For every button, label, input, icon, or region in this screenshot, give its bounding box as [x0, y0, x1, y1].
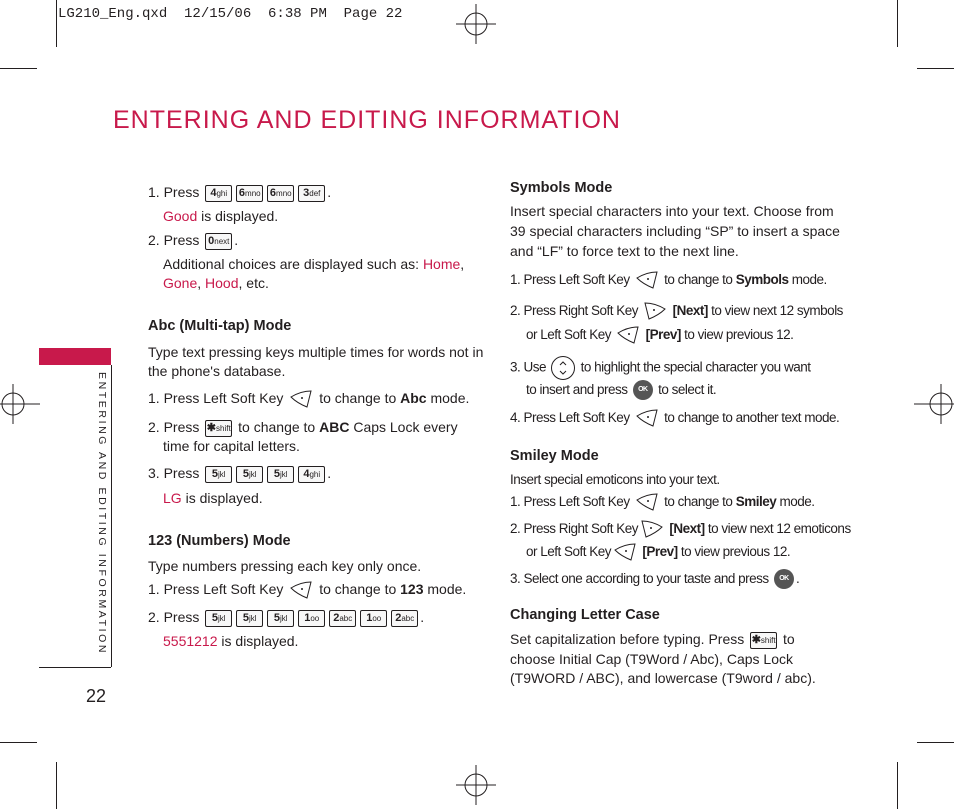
step-text: to highlight the special character you want [580, 359, 811, 375]
example-word: 5551212 [163, 633, 218, 649]
step-text: to change to another text mode. [664, 410, 840, 425]
star-key-icon: ✱shift [750, 632, 777, 649]
crop-mark [0, 742, 37, 743]
crop-mark [56, 762, 57, 809]
step-line [148, 389, 469, 409]
left-soft-key-icon [635, 270, 659, 290]
key-1-icon: 1oo [298, 610, 325, 627]
step-line [526, 325, 793, 345]
registration-mark-icon [914, 384, 954, 424]
step-text: Set capitalization before typing. Press [510, 631, 745, 647]
step-text: to view next 12 symbols [711, 303, 843, 318]
step-text: 1. Press Left Soft Key [510, 272, 630, 287]
star-key-icon: ✱shift [205, 420, 232, 437]
section-heading: 123 (Numbers) Mode [148, 533, 291, 549]
key-3-icon: 3def [298, 185, 325, 202]
ok-key-icon: OK [774, 569, 794, 589]
step-text: is displayed. [201, 208, 279, 224]
step-line [148, 580, 466, 600]
mode-name: ABC [319, 419, 350, 435]
mode-name: Abc [400, 390, 427, 406]
punct: . [234, 232, 239, 248]
paragraph-line: Insert special emoticons into your text. [510, 472, 720, 487]
key-2-icon: 2abc [391, 610, 418, 627]
step-text: or Left Soft Key [526, 327, 612, 342]
step-text: to view previous 12. [684, 327, 794, 342]
step-line [510, 270, 827, 290]
step-text: Additional choices are displayed such as: [163, 256, 420, 272]
step-text: or Left Soft Key [526, 544, 612, 559]
left-soft-key-icon [635, 408, 659, 428]
example-word: Hood [205, 275, 239, 291]
step-line [163, 255, 464, 274]
crop-mark [0, 68, 37, 69]
mode-name: 123 [400, 581, 424, 597]
section-heading: Changing Letter Case [510, 607, 660, 623]
crop-mark [56, 0, 57, 47]
sidebar-divider [111, 365, 112, 667]
step-text: 3. Use [510, 359, 547, 375]
step-text: to change to [664, 494, 733, 509]
step-text: , etc. [238, 275, 269, 291]
step-text: 3. Select one according to your taste and press [510, 571, 769, 586]
step-line [148, 418, 458, 437]
paragraph-line: the phone's database. [148, 363, 286, 379]
step-line [148, 464, 331, 483]
step-line [510, 356, 810, 380]
punct: . [420, 609, 425, 625]
ok-key-icon: OK [633, 380, 653, 400]
key-5-icon: 5jkl [236, 466, 263, 483]
step-text: to change to [664, 272, 733, 287]
punct: , [460, 256, 465, 272]
step-text: to [783, 631, 795, 647]
navigation-key-icon [551, 356, 575, 380]
crop-mark [917, 68, 954, 69]
sidebar-section-label: ENTERING AND EDITING INFORMATION [96, 372, 108, 656]
key-5-icon: 5jkl [205, 466, 232, 483]
key-5-icon: 5jkl [267, 610, 294, 627]
step-text: 2. Press [148, 419, 200, 435]
left-soft-key-icon [289, 580, 313, 600]
step-text: to change to [319, 390, 397, 406]
step-line [526, 380, 716, 400]
registration-mark-icon [0, 384, 40, 424]
key-4-icon: 4ghi [205, 185, 232, 202]
softkey-label: [Next] [672, 303, 708, 318]
paragraph-line: and “LF” to force text to the next line. [510, 243, 739, 259]
step-line [163, 489, 263, 508]
punct: . [795, 571, 800, 586]
key-5-icon: 5jkl [267, 466, 294, 483]
step-text: to change to [319, 581, 397, 597]
right-soft-key-icon [640, 519, 664, 539]
section-heading: Symbols Mode [510, 180, 613, 196]
crop-mark [897, 762, 898, 809]
softkey-label: [Prev] [642, 544, 678, 559]
step-line [163, 274, 269, 293]
step-text: 2. Press Right Soft Key [510, 521, 639, 536]
step-text: 1. Press Left Soft Key [148, 390, 284, 406]
key-4-icon: 4ghi [298, 466, 325, 483]
paragraph-line: (T9WORD / ABC), and lowercase (T9word / abc). [510, 670, 816, 686]
key-5-icon: 5jkl [205, 610, 232, 627]
step-text: mode. [430, 390, 470, 406]
crop-mark [897, 0, 898, 47]
print-slug: LG210_Eng.qxd 12/15/06 6:38 PM Page 22 [58, 6, 403, 22]
step-text: to view previous 12. [680, 544, 791, 559]
step-line [148, 608, 424, 627]
left-soft-key-icon [613, 542, 637, 562]
step-text: 2. Press [148, 609, 200, 625]
step-text: to view next 12 emoticons [707, 521, 851, 536]
crop-mark [917, 742, 954, 743]
right-soft-key-icon [643, 301, 667, 321]
example-word: LG [163, 490, 182, 506]
mode-name: Symbols [735, 272, 789, 287]
paragraph-line: 39 special characters including “SP” to insert a space [510, 223, 840, 239]
step-line [510, 408, 839, 428]
step-text: mode. [791, 272, 827, 287]
step-text: 4. Press Left Soft Key [510, 410, 630, 425]
mode-name: Smiley [735, 494, 777, 509]
section-heading: Smiley Mode [510, 448, 599, 464]
left-soft-key-icon [616, 325, 640, 345]
page-title: ENTERING AND EDITING INFORMATION [113, 106, 621, 134]
step-text: to select it. [658, 382, 717, 397]
paragraph-line [510, 630, 795, 649]
step-text: 1. Press Left Soft Key [148, 581, 284, 597]
step-text: to change to [238, 419, 316, 435]
paragraph-line: choose Initial Cap (T9Word / Abc), Caps Lock [510, 651, 793, 667]
step-text: 2. Press Right Soft Key [510, 303, 639, 318]
example-word: Good [163, 208, 198, 224]
paragraph-line: Type numbers pressing each key only once. [148, 558, 422, 574]
punct: . [327, 184, 332, 200]
step-line [510, 519, 851, 539]
key-6-icon: 6mno [236, 185, 263, 202]
registration-mark-icon [456, 4, 496, 44]
step-text: Caps Lock every [353, 419, 458, 435]
softkey-label: [Next] [669, 521, 705, 536]
sidebar-accent-bar [39, 348, 111, 365]
paragraph-line: Insert special characters into your text. Choose from [510, 203, 834, 219]
paragraph-line: Type text pressing keys multiple times for words not in [148, 344, 484, 360]
step-line [526, 542, 790, 562]
key-1-icon: 1oo [360, 610, 387, 627]
step-line [163, 207, 278, 226]
section-heading: Abc (Multi-tap) Mode [148, 318, 292, 334]
step-line [148, 231, 238, 250]
step-text: 1. Press [148, 184, 200, 200]
step-text: 2. Press [148, 232, 200, 248]
key-0-icon: 0next [205, 233, 232, 250]
step-text: mode. [779, 494, 815, 509]
key-6-icon: 6mno [267, 185, 294, 202]
step-line [510, 301, 843, 321]
example-word: Gone [163, 275, 198, 291]
step-line [148, 183, 331, 202]
step-text: mode. [427, 581, 467, 597]
step-text: is displayed. [185, 490, 263, 506]
registration-mark-icon [456, 765, 496, 805]
step-line [163, 632, 298, 651]
step-text: is displayed. [221, 633, 299, 649]
step-line [510, 569, 799, 589]
left-soft-key-icon [289, 389, 313, 409]
page-number: 22 [86, 686, 107, 706]
sidebar-divider [39, 667, 111, 668]
example-word: Home [422, 256, 461, 272]
step-text: 3. Press [148, 465, 200, 481]
softkey-label: [Prev] [645, 327, 681, 342]
punct: . [327, 465, 332, 481]
key-2-icon: 2abc [329, 610, 356, 627]
punct: , [197, 275, 202, 291]
step-line: time for capital letters. [163, 438, 300, 454]
key-5-icon: 5jkl [236, 610, 263, 627]
step-line [510, 492, 815, 512]
step-text: to insert and press [526, 382, 628, 397]
left-soft-key-icon [635, 492, 659, 512]
step-text: 1. Press Left Soft Key [510, 494, 630, 509]
